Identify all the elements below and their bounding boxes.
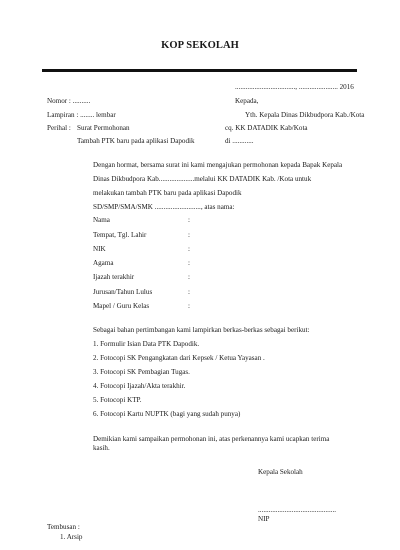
attachment-item: 5. Fotocopi KTP.: [93, 396, 142, 404]
attachment-item: 6. Fotocopi Kartu NUPTK (bagi yang sudah punya): [93, 410, 241, 418]
intro-line4: SD/SMP/SMA/SMK .........................., atas nama:: [93, 203, 235, 211]
recipient-line2: Yth. Kepala Dinas Dikbudpora Kab./Kota: [245, 111, 365, 119]
recipient-line4: di ............: [225, 137, 254, 145]
field-label: NIK: [93, 245, 106, 253]
field-label: Tempat, Tgl. Lahir: [93, 231, 147, 239]
field-colon: :: [188, 231, 190, 239]
lampiran-line: Lampiran : ........ lembar: [47, 111, 116, 119]
intro-line3: melakukan tambah PTK baru pada aplikasi Dapodik: [93, 189, 242, 197]
perihal-line2: Tambah PTK baru pada aplikasi Dapodik: [77, 137, 195, 145]
field-label: Mapel / Guru Kelas: [93, 302, 150, 310]
field-label: Ijazah terakhir: [93, 273, 135, 281]
field-colon: :: [188, 245, 190, 253]
nomor-line: Nomor : ..........: [47, 97, 91, 105]
attachment-item: 4. Fotocopi Ijazah/Akta terakhir.: [93, 382, 186, 390]
signature-nip: NIP: [258, 515, 270, 523]
field-colon: :: [188, 273, 190, 281]
closing-paragraph: Demikian kami sampaikan permohonan ini, atas perkenannya kami ucapkan terima kasih.: [93, 435, 330, 452]
tembusan-item: 1. Arsip: [60, 533, 83, 541]
attachments-intro: Sebagai bahan pertimbangan kami lampirkan berkas-berkas sebagai berikut:: [93, 326, 310, 334]
signature-name-line: ............................................: [258, 506, 337, 514]
attachment-item: 3. Fotocopi SK Pembagian Tugas.: [93, 368, 190, 376]
recipient-line1: Kepada,: [235, 97, 259, 105]
field-colon: :: [188, 288, 190, 296]
perihal-line1: Surat Permohonan: [77, 124, 130, 132]
attachment-item: 1. Formulir Isian Data PTK Dapodik.: [93, 340, 200, 348]
field-colon: :: [188, 302, 190, 310]
field-label: Jurusan/Tahun Lulus: [93, 288, 153, 296]
date-line: .................................., ...................... 2016: [235, 83, 354, 91]
perihal-label: Perihal :: [47, 124, 71, 132]
tembusan-label: Tembusan :: [47, 523, 80, 531]
field-colon: :: [188, 216, 190, 224]
letterhead-title: KOP SEKOLAH: [161, 40, 239, 51]
recipient-line3: cq. KK DATADIK Kab/Kota: [225, 124, 308, 132]
intro-line2: Dinas Dikbudpora Kab....................melalui KK DATADIK Kab. /Kota untuk: [93, 175, 312, 183]
field-colon: :: [188, 259, 190, 267]
signature-title: Kepala Sekolah: [258, 468, 303, 476]
field-label: Nama: [93, 216, 110, 224]
letterhead-rule: [42, 69, 357, 72]
field-label: Agama: [93, 259, 114, 267]
attachment-item: 2. Fotocopi SK Pengangkatan dari Kepsek / Ketua Yayasan .: [93, 354, 265, 362]
intro-line1: Dengan hormat, bersama surat ini kami mengajukan permohonan kepada Bapak Kepala: [93, 161, 343, 169]
